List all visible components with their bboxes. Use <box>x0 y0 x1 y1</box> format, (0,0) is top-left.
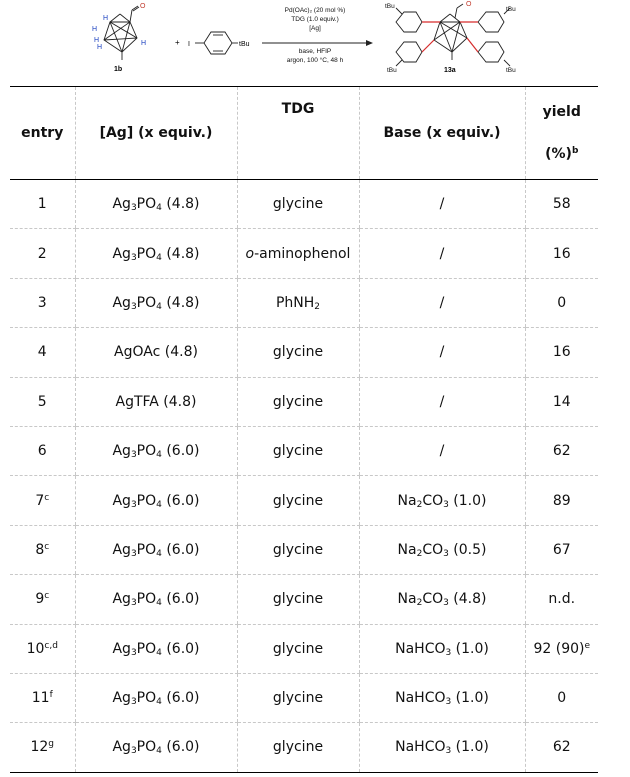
table-row <box>10 525 598 574</box>
header-yield-footnote: b <box>571 146 579 156</box>
cell-yield: 0 <box>525 673 598 722</box>
arrow-head <box>366 40 373 46</box>
cell-tdg: glycine <box>237 673 359 722</box>
h-label-1: H <box>103 15 109 22</box>
cell-tdg: glycine <box>237 476 359 525</box>
cell-ag: $Ag_3PO_4$ (6.0) <box>75 426 237 475</box>
condition-temperature: argon, 100 °C, 48 h <box>286 57 344 64</box>
cell-tdg: glycine <box>237 180 359 229</box>
plus-sign: + <box>175 38 180 47</box>
cell-tdg: glycine <box>237 525 359 574</box>
table-row <box>10 426 598 475</box>
table-row <box>10 377 598 426</box>
iodo-label: I <box>188 41 190 48</box>
cell-yield: 14 <box>525 377 598 426</box>
header-ag: [Ag] (x equiv.) <box>75 87 237 180</box>
cell-base: / <box>359 377 525 426</box>
cell-tdg: glycine <box>237 426 359 475</box>
cell-yield: 67 <box>525 525 598 574</box>
cell-tdg: o-aminophenol <box>237 229 359 278</box>
cell-tdg: PhNH$_2$ <box>237 278 359 327</box>
cell-yield: 89 <box>525 476 598 525</box>
h-label-2: H <box>92 26 98 33</box>
cell-ag: $Ag_3PO_4$ (4.8) <box>75 180 237 229</box>
cell-yield: 58 <box>525 180 598 229</box>
tbu-label-1: tBu <box>385 3 395 10</box>
carborane-reactant-structure <box>104 6 139 60</box>
cell-entry: 12$^g$ <box>10 723 75 772</box>
cell-ag: $Ag_3PO_4$ (6.0) <box>75 723 237 772</box>
table-row <box>10 229 598 278</box>
table-row <box>10 673 598 722</box>
tbu-label-4: tBu <box>506 67 516 74</box>
cell-base: / <box>359 426 525 475</box>
condition-tdg: TDG (1.0 equiv.) <box>291 16 339 23</box>
table-row <box>10 328 598 377</box>
header-base: Base (x equiv.) <box>359 87 525 180</box>
cell-entry: 11$^f$ <box>10 673 75 722</box>
tbu-label-reactant: tBu <box>239 41 250 48</box>
reactant-1b-label: 1b <box>114 66 123 73</box>
cell-yield: 62 <box>525 426 598 475</box>
cell-base: / <box>359 180 525 229</box>
cell-ag: $Ag_3PO_4$ (4.8) <box>75 278 237 327</box>
header-yield-line2: (%) <box>545 146 572 162</box>
cell-ag: AgOAc (4.8) <box>75 328 237 377</box>
cell-base: NaHCO$_3$ (1.0) <box>359 673 525 722</box>
cell-entry: 7$^c$ <box>10 476 75 525</box>
cell-yield: 16 <box>525 229 598 278</box>
cell-base: / <box>359 328 525 377</box>
cell-base: $Na_2CO_3$ (0.5) <box>359 525 525 574</box>
cell-tdg: glycine <box>237 377 359 426</box>
cell-entry: 1 <box>10 180 75 229</box>
condition-silver: [Ag] <box>309 25 321 32</box>
cell-yield: n.d. <box>525 575 598 624</box>
cell-entry: 6 <box>10 426 75 475</box>
cell-entry: 3 <box>10 278 75 327</box>
aryl-iodide-structure <box>195 32 238 54</box>
header-entry: entry <box>10 87 75 180</box>
h-label-5: H <box>141 40 147 47</box>
cell-ag: $Ag_3PO_4$ (6.0) <box>75 624 237 673</box>
cell-ag: $Ag_3PO_4$ (6.0) <box>75 476 237 525</box>
h-label-3: H <box>94 37 100 44</box>
cell-tdg: glycine <box>237 624 359 673</box>
cell-yield: 16 <box>525 328 598 377</box>
table-row <box>10 278 598 327</box>
product-13a-label: 13a <box>444 67 456 74</box>
tbu-label-2: tBu <box>506 6 516 13</box>
product-structure <box>396 4 510 66</box>
cell-ag: AgTFA (4.8) <box>75 377 237 426</box>
cell-tdg: glycine <box>237 328 359 377</box>
optimization-table <box>10 86 598 773</box>
cell-ag: $Ag_3PO_4$ (6.0) <box>75 575 237 624</box>
condition-base: base, HFIP <box>298 48 332 55</box>
cell-tdg: glycine <box>237 575 359 624</box>
cell-entry: 4 <box>10 328 75 377</box>
table-row <box>10 575 598 624</box>
cell-ag: $Ag_3PO_4$ (6.0) <box>75 525 237 574</box>
tbu-label-3: tBu <box>387 67 397 74</box>
cell-ag: $Ag_3PO_4$ (4.8) <box>75 229 237 278</box>
condition-catalyst: Pd(OAc)₂ (20 mol %) <box>284 7 346 14</box>
cell-yield: 0 <box>525 278 598 327</box>
aldehyde-o-label: O <box>140 3 146 10</box>
cell-entry: 9$^c$ <box>10 575 75 624</box>
reaction-scheme <box>0 0 630 84</box>
header-tdg: TDG <box>237 87 359 180</box>
cell-base: / <box>359 278 525 327</box>
cell-entry: 5 <box>10 377 75 426</box>
table-header-row <box>10 87 598 180</box>
h-label-4: H <box>97 44 103 51</box>
header-yield-line1: yield <box>542 104 581 120</box>
cell-entry: 2 <box>10 229 75 278</box>
table-row <box>10 476 598 525</box>
cell-entry: 8$^c$ <box>10 525 75 574</box>
table-row <box>10 723 598 772</box>
table-row <box>10 180 598 229</box>
cell-yield: 92 $(90)^e$ <box>525 624 598 673</box>
product-aldehyde-o-label: O <box>466 1 472 8</box>
cell-ag: $Ag_3PO_4$ (6.0) <box>75 673 237 722</box>
cell-base: / <box>359 229 525 278</box>
cell-entry: 10$^{c,d}$ <box>10 624 75 673</box>
header-yield <box>525 87 598 180</box>
cell-base: $Na_2CO_3$ (1.0) <box>359 476 525 525</box>
cell-yield: 62 <box>525 723 598 772</box>
cell-tdg: glycine <box>237 723 359 772</box>
table-row <box>10 624 598 673</box>
cell-base: NaHCO$_3$ (1.0) <box>359 723 525 772</box>
cell-base: NaHCO$_3$ (1.0) <box>359 624 525 673</box>
cell-base: $Na_2CO_3$ (4.8) <box>359 575 525 624</box>
